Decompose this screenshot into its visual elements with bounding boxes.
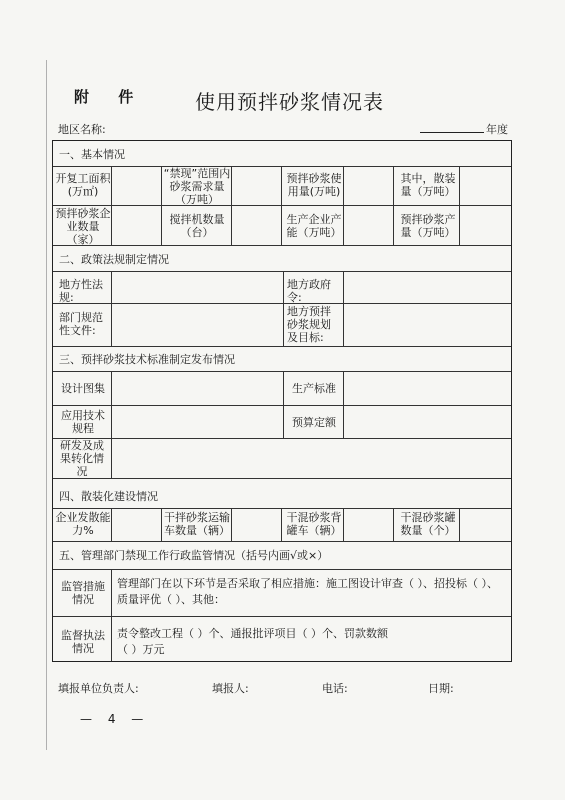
col-divider [283, 271, 284, 346]
label-application-tech: 应用技术规程 [61, 409, 105, 435]
input-tank-trucks[interactable] [344, 509, 393, 541]
input-premix-output[interactable] [460, 206, 512, 245]
section-supervision-heading: 五、管理部门禁现工作行政监管情况（括号内画√或×） [59, 549, 329, 562]
section-policy-heading: 二、政策法规制定情况 [59, 253, 169, 266]
input-mixer-count[interactable] [232, 206, 281, 245]
label-mixer-count: 搅拌机数量（台） [169, 213, 225, 239]
label-transport-trucks: 干拌砂浆运输车数量（辆） [164, 511, 230, 537]
page-number: — 4 — [80, 712, 150, 726]
input-construction-area[interactable] [112, 167, 161, 205]
row-divider [53, 541, 511, 542]
page-title: 使用预拌砂浆情况表 [195, 90, 384, 114]
enforcement-line-2: （ ）万元 [117, 643, 165, 656]
input-production-capacity[interactable] [344, 206, 393, 245]
col-divider [281, 166, 282, 245]
col-divider [281, 508, 282, 541]
input-local-regulation[interactable] [112, 272, 283, 303]
col-divider [111, 569, 112, 661]
input-application-tech[interactable] [112, 406, 283, 438]
input-dept-regulation[interactable] [112, 304, 283, 346]
col-divider [161, 166, 162, 245]
label-enterprise-count: 预拌砂浆企业数量（家） [55, 207, 111, 246]
input-budget-quota[interactable] [344, 406, 512, 438]
region-name-label: 地区名称: [58, 123, 106, 136]
input-rd-results[interactable] [112, 439, 512, 478]
label-dispersal-capacity: 企业发散能力% [55, 511, 111, 537]
enforcement-line-1: 责令整改工程（ ）个、通报批评项目（ ）个、罚款数额 [117, 627, 388, 640]
label-mortar-demand: “禁现”范围内砂浆需求量（万吨） [163, 167, 231, 206]
footer-date-label: 日期: [428, 682, 454, 695]
label-dept-regulation: 部门规范性文件: [59, 311, 103, 337]
col-divider [161, 508, 162, 541]
row-divider [53, 245, 511, 246]
input-enterprise-count[interactable] [112, 206, 161, 245]
year-input-line[interactable] [420, 132, 484, 133]
year-label: 年度 [486, 123, 508, 136]
section-bulk-heading: 四、散装化建设情况 [59, 490, 158, 503]
input-mortar-demand[interactable] [232, 167, 281, 205]
col-divider [393, 166, 394, 245]
col-divider [283, 371, 284, 438]
row-divider [53, 616, 511, 617]
row-divider [53, 346, 511, 347]
input-production-standard[interactable] [344, 372, 512, 405]
attachment-label: 附 件 [74, 88, 146, 106]
footer-unit-head-label: 填报单位负责人: [58, 682, 139, 695]
input-mortar-tanks[interactable] [460, 509, 512, 541]
label-construction-area: 开复工面积(万㎡) [55, 172, 111, 198]
col-divider [393, 508, 394, 541]
label-design-atlas: 设计图集 [61, 382, 105, 395]
label-budget-quota: 预算定额 [292, 416, 336, 429]
section-standards-heading: 三、预拌砂浆技术标准制定发布情况 [59, 353, 235, 366]
usage-form-table [52, 140, 512, 662]
input-local-plan[interactable] [344, 304, 512, 346]
label-premix-usage: 预拌砂浆使用量(万吨) [286, 172, 342, 198]
label-production-capacity: 生产企业产能（万吨） [286, 213, 342, 239]
binding-edge-line [46, 60, 47, 750]
label-production-standard: 生产标准 [292, 382, 336, 395]
label-local-regulation: 地方性法规: [59, 278, 103, 304]
input-transport-trucks[interactable] [232, 509, 281, 541]
row-divider [53, 569, 511, 570]
input-design-atlas[interactable] [112, 372, 283, 405]
input-dispersal-capacity[interactable] [112, 509, 161, 541]
label-enforcement: 监督执法情况 [61, 629, 105, 655]
input-premix-usage[interactable] [344, 167, 393, 205]
label-supervision-measures: 监管措施情况 [61, 580, 105, 606]
input-bulk-amount[interactable] [460, 167, 512, 205]
label-local-plan: 地方预拌砂浆规划及目标: [287, 305, 331, 344]
label-local-gov-order: 地方政府令: [287, 278, 331, 304]
supervision-measures-line-2: 质量评优（ ）、其他： [117, 593, 225, 606]
input-local-gov-order[interactable] [344, 272, 512, 303]
footer-filler-label: 填报人: [212, 682, 249, 695]
label-tank-trucks: 干混砂浆背罐车（辆） [286, 511, 342, 537]
label-premix-output: 预拌砂浆产量（万吨） [400, 213, 456, 239]
label-mortar-tanks: 干混砂浆罐数量（个） [400, 511, 456, 537]
label-rd-results: 研发及成果转化情况 [60, 439, 104, 478]
section-basic-heading: 一、基本情况 [59, 148, 125, 161]
supervision-measures-line-1: 管理部门在以下环节是否采取了相应措施：施工图设计审查（ ）、招投标（ ）、 [117, 577, 498, 590]
footer-phone-label: 电话: [322, 682, 348, 695]
label-bulk-amount: 其中，散装量（万吨） [400, 172, 456, 198]
row-divider [53, 478, 511, 479]
